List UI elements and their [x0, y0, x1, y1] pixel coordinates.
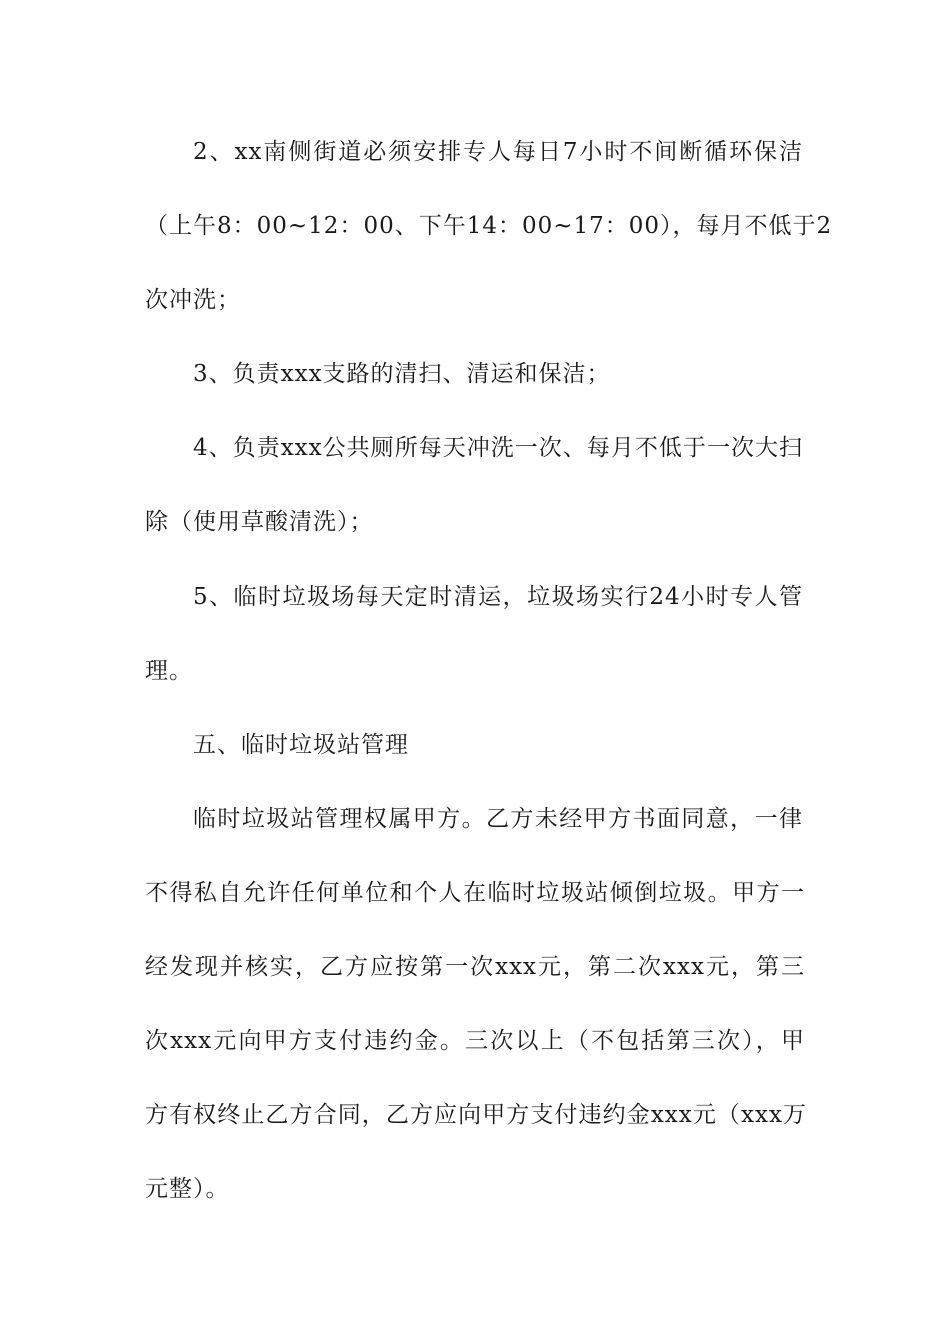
section-paragraph-line-4: 次xxx元向甲方支付违约金。三次以上（不包括第三次），甲	[145, 1028, 805, 1054]
paragraph-item-2-line-2: （上午8：00~12：00、下午14：00~17：00），每月不低于2	[145, 213, 833, 239]
paragraph-item-2-line-1: 2、xx南侧街道必须安排专人每日7小时不间断循环保洁	[193, 139, 803, 165]
paragraph-item-5-line-1: 5、临时垃圾场每天定时清运，垃圾场实行24小时专人管	[193, 584, 803, 610]
section-heading: 五、临时垃圾站管理	[193, 732, 409, 758]
section-paragraph-line-1: 临时垃圾站管理权属甲方。乙方未经甲方书面同意，一律	[193, 806, 803, 832]
section-paragraph-line-5: 方有权终止乙方合同，乙方应向甲方支付违约金xxx元（xxx万	[145, 1102, 807, 1128]
paragraph-item-2-line-3: 次冲洗；	[145, 287, 241, 313]
paragraph-item-5-line-2: 理。	[145, 658, 193, 684]
paragraph-item-4-line-1: 4、负责xxx公共厕所每天冲洗一次、每月不低于一次大扫	[193, 435, 803, 461]
section-paragraph-line-3: 经发现并核实，乙方应按第一次xxx元，第二次xxx元，第三	[145, 954, 805, 980]
paragraph-item-3: 3、负责xxx支路的清扫、清运和保洁；	[193, 361, 611, 387]
section-paragraph-line-2: 不得私自允许任何单位和个人在临时垃圾站倾倒垃圾。甲方一	[145, 880, 805, 906]
section-paragraph-line-6: 元整）。	[145, 1176, 230, 1202]
paragraph-item-4-line-2: 除（使用草酸清洗）；	[145, 509, 374, 535]
